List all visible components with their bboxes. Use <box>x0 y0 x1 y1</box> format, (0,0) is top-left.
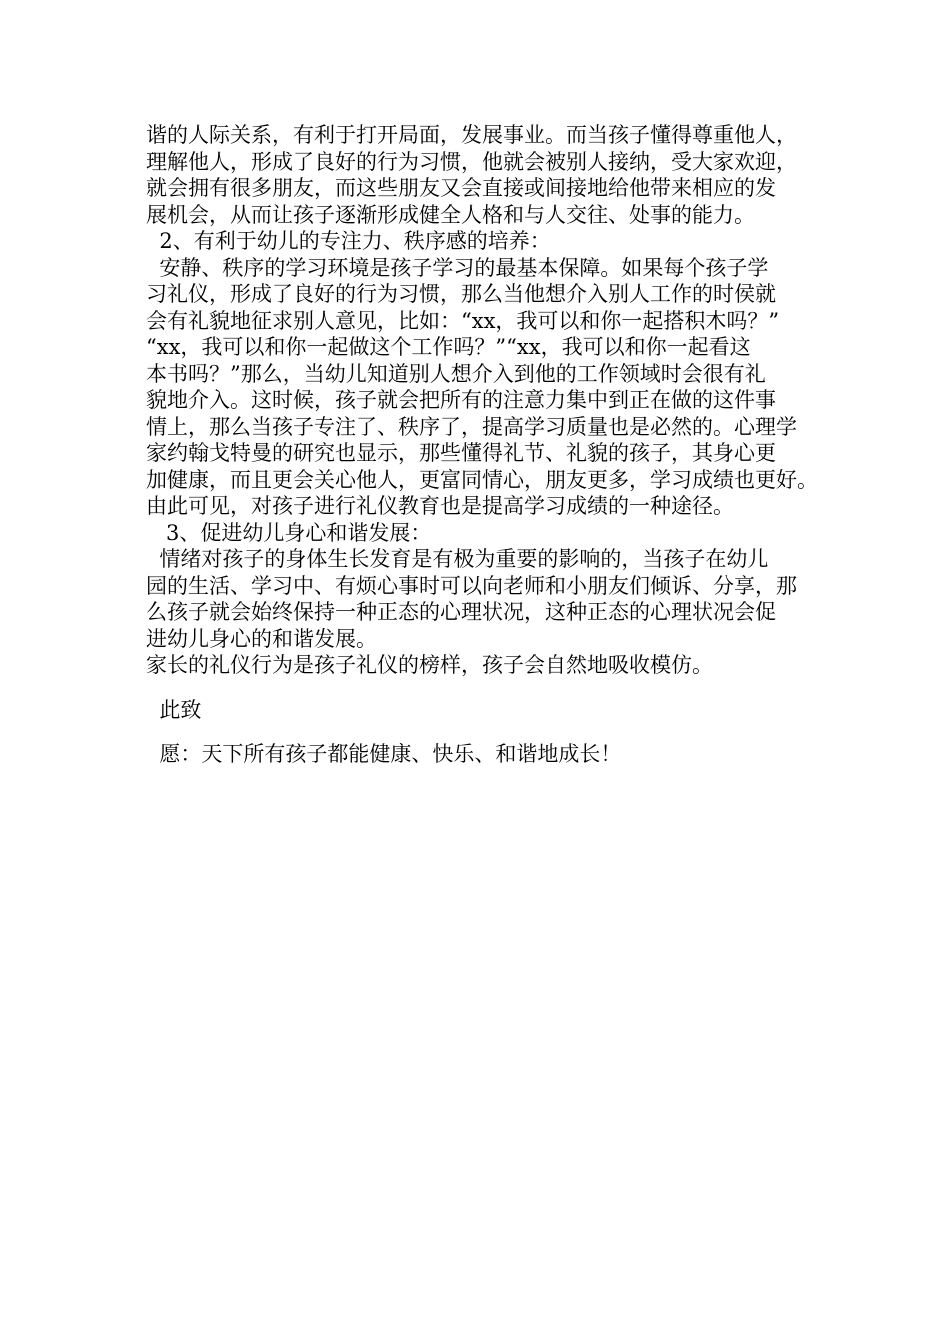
paragraph-gap <box>146 723 826 741</box>
text-line: 么孩子就会始终保持一种正态的心理状况，这种正态的心理状况会促 <box>146 600 776 624</box>
text-line: 习礼仪，形成了良好的行为习惯，那么当他想介入别人工作的时侯就 <box>146 282 776 306</box>
text-line: 展机会，从而让孩子逐渐形成健全人格和与人交往、处事的能力。 <box>146 202 755 227</box>
closing-line: 此致 <box>146 697 202 722</box>
text-line: 由此可见，对孩子进行礼仪教育也是提高学习成绩的一种途径。 <box>146 494 734 518</box>
text-line: 会有礼貌地征求别人意见，比如：“xx，我可以和你一起搭积木吗？” <box>146 308 780 333</box>
text-line: “xx，我可以和你一起做这个工作吗？”“xx，我可以和你一起看这 <box>146 335 751 359</box>
text-line: 就会拥有很多朋友，而这些朋友又会直接或间接地给他带来相应的发 <box>146 176 776 200</box>
section-heading: 2、有利于幼儿的专注力、秩序感的培养： <box>146 229 551 253</box>
text-line: 安静、秩序的学习环境是孩子学习的最基本保障。如果每个孩子学 <box>146 255 769 280</box>
text-line: 家长的礼仪行为是孩子礼仪的榜样，孩子会自然地吸收模仿。 <box>146 653 713 677</box>
text-line: 本书吗？”那么，当幼儿知道别人想介入到他的工作领域时会很有礼 <box>146 361 766 386</box>
text-line: 园的生活、学习中、有烦心事时可以向老师和小朋友们倾诉、分享，那 <box>146 573 797 598</box>
text-line: 理解他人，形成了良好的行为习惯，他就会被别人接纳，受大家欢迎， <box>146 149 797 174</box>
text-line: 进幼儿身心的和谐发展。 <box>146 626 377 651</box>
document-page <box>146 122 826 768</box>
text-line: 谐的人际关系，有利于打开局面，发展事业。而当孩子懂得尊重他人， <box>146 123 797 147</box>
section-heading: 3、促进幼儿身心和谐发展： <box>146 520 432 545</box>
text-line: 家约翰戈特曼的研究也显示，那些懂得礼节、礼貌的孩子，其身心更 <box>146 441 776 465</box>
wish-line: 愿：天下所有孩子都能健康、快乐、和谐地成长！ <box>146 742 622 766</box>
text-line: 貌地介入。这时候，孩子就会把所有的注意力集中到正在做的这件事 <box>146 388 776 412</box>
paragraph-gap <box>146 679 826 697</box>
text-line: 情绪对孩子的身体生长发育是有极为重要的影响的，当孩子在幼儿 <box>146 547 769 571</box>
text-line: 情上，那么当孩子专注了、秩序了，提高学习质量也是必然的。心理学 <box>146 414 797 439</box>
text-line: 加健康，而且更会关心他人，更富同情心，朋友更多，学习成绩也更好。 <box>146 467 818 492</box>
